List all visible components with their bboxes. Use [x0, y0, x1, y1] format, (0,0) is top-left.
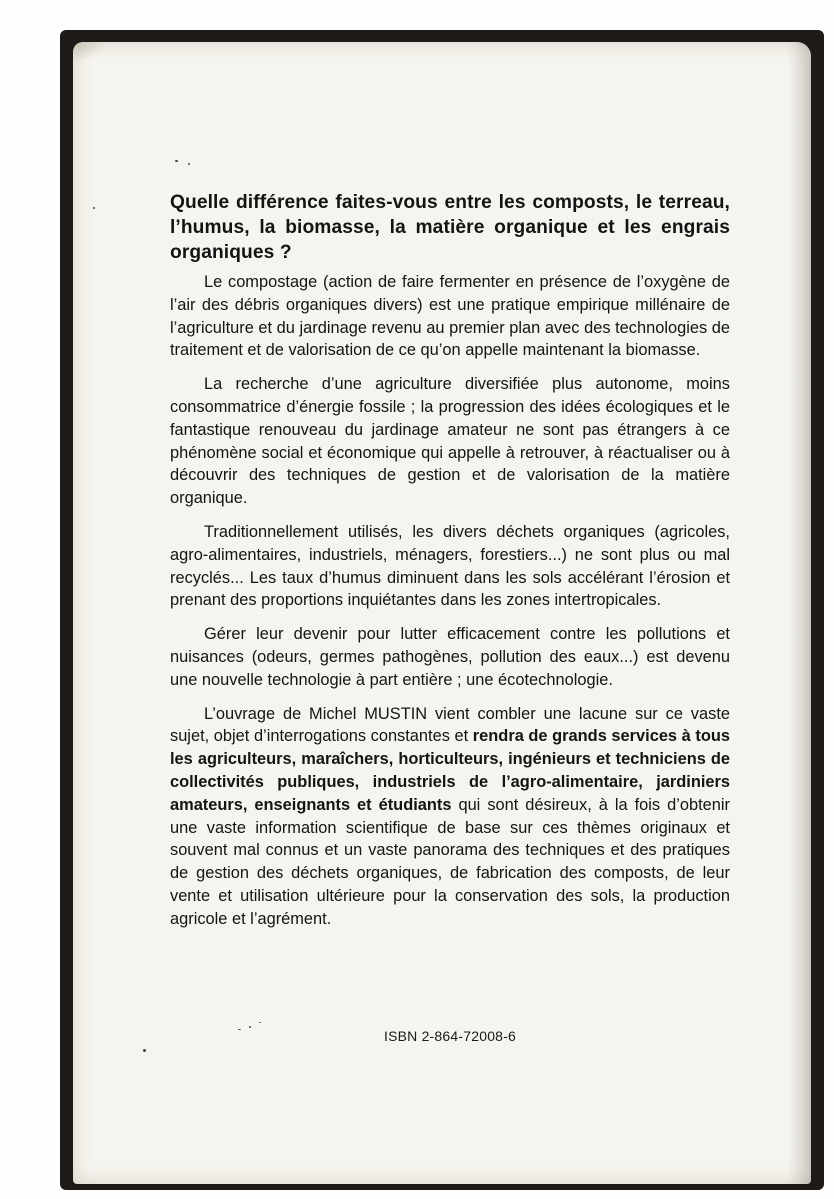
dust-speck	[143, 1049, 146, 1052]
dust-speck	[259, 1022, 261, 1023]
paragraph-agriculture: La recherche d’une agriculture diversifiée plus autonome, moins consommatrice d’énergie fossile ; la progression des idées écologiques et le fantastique renouveau du jardinage amateur ne sont pas étrangers à ce phénomène social et économique qui appelle à retrouver, à réactualiser ou à découvrir des techniques de gestion et de valorisation de la matière organique.	[170, 375, 730, 508]
isbn-number: ISBN 2-864-72008-6	[384, 1028, 517, 1044]
dust-speck	[175, 160, 178, 162]
paragraph-ecotechnology: Gérer leur devenir pour lutter efficacement contre les pollutions et nuisances (odeurs, germes pathogènes, pollution des eaux...) est devenu une nouvelle technologie à part entière ; une écotechnologie.	[170, 625, 730, 689]
paragraph-waste: Traditionnellement utilisés, les divers déchets organiques (agricoles, agro-alimentaires, industriels, ménagers, forestiers...) ne sont plus ou mal recyclés... Les taux d’humus diminuent dans les sols accélérant l’érosion et prenant des proportions inquiétantes dans les zones intertropicales.	[170, 522, 730, 610]
blurb-text-block	[170, 190, 730, 942]
paragraph-book-audience	[170, 703, 730, 931]
dust-speck	[188, 163, 190, 165]
paragraph-composting: Le compostage (action de faire fermenter en présence de l’oxygène de l’air des débris organiques divers) est une pratique empirique millénaire de l’agriculture et du jardinage revenu au premier plan avec des technologies de traitement et de valorisation de ce qu’on appelle maintenant la biomasse.	[170, 273, 730, 360]
blurb-heading: Quelle différence faites-vous entre les composts, le terreau, l’humus, la biomasse, la matière organique et les engrais organiques ?	[170, 192, 730, 263]
book-back-cover	[73, 42, 811, 1184]
audience-bold-list: rendra de grands services à tous les agriculteurs, maraîchers, horticulteurs, ingénieurs et techniciens de collectivités publiques, industriels de l’agro-alimentaire, jardiniers amateurs, enseignants et étudiants	[170, 727, 730, 814]
audience-outro: qui sont désireux, à la fois d’obtenir une vaste information scientifique de base sur ces thèmes originaux et souvent mal connus et un vaste panorama des techniques et des pratiques de gestion des déchets organiques, de fabrication des composts, de leur vente et utilisation ultérieure pour la conservation des sols, la production agricole et l’agrément.	[170, 795, 730, 928]
audience-intro: L’ouvrage de Michel MUSTIN vient combler une lacune sur ce vaste sujet, objet d’interrogations constantes et	[170, 704, 730, 746]
dust-speck	[238, 1029, 241, 1030]
dust-speck	[249, 1026, 251, 1028]
dust-speck	[93, 207, 95, 209]
worn-corner	[73, 42, 107, 62]
